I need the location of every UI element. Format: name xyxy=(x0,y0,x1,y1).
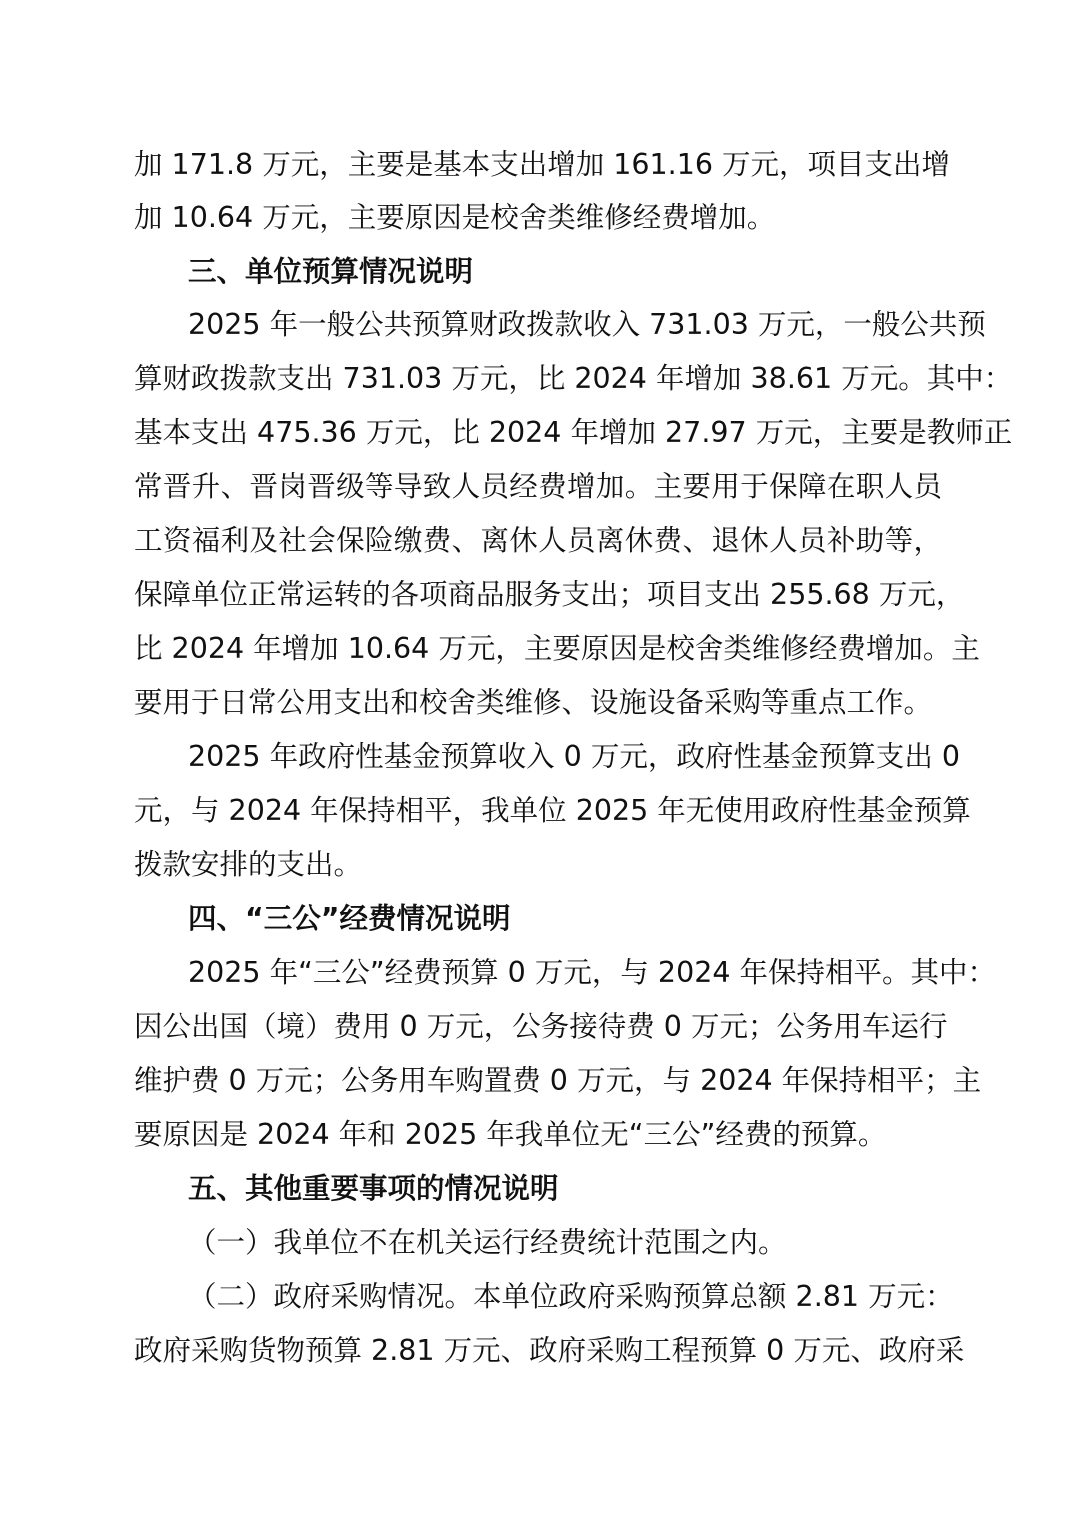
text-line: 常晋升、晋岗晋级等导致人员经费增加。主要用于保障在职人员 xyxy=(134,470,942,503)
text-line: 维护费 0 万元；公务用车购置费 0 万元，与 2024 年保持相平；主 xyxy=(134,1064,982,1097)
text-line: 2025 年一般公共预算财政拨款收入 731.03 万元，一般公共预 xyxy=(188,308,986,341)
text-line: 工资福利及社会保险缴费、离休人员离休费、退休人员补助等， xyxy=(134,524,942,557)
text-line: 比 2024 年增加 10.64 万元，主要原因是校舍类维修经费增加。主 xyxy=(134,632,980,665)
text-line: 基本支出 475.36 万元，比 2024 年增加 27.97 万元，主要是教师正 xyxy=(134,416,1013,449)
text-line: 2025 年政府性基金预算收入 0 万元，政府性基金预算支出 0 xyxy=(188,740,961,773)
text-line: 拨款安排的支出。 xyxy=(134,848,363,881)
text-line: 因公出国（境）费用 0 万元，公务接待费 0 万元；公务用车运行 xyxy=(134,1010,948,1043)
text-line: 元，与 2024 年保持相平，我单位 2025 年无使用政府性基金预算 xyxy=(134,794,971,827)
section-heading: 三、单位预算情况说明 xyxy=(188,255,474,288)
text-line: 政府采购货物预算 2.81 万元、政府采购工程预算 0 万元、政府采 xyxy=(134,1334,965,1367)
text-line: 加 171.8 万元，主要是基本支出增加 161.16 万元，项目支出增 xyxy=(134,148,951,181)
text-line: （一）我单位不在机关运行经费统计范围之内。 xyxy=(188,1226,787,1259)
section-heading: 四、“三公”经费情况说明 xyxy=(188,902,511,935)
text-line: 加 10.64 万元，主要原因是校舍类维修经费增加。 xyxy=(134,201,776,234)
text-line: 要用于日常公用支出和校舍类维修、设施设备采购等重点工作。 xyxy=(134,686,933,719)
text-line: 算财政拨款支出 731.03 万元，比 2024 年增加 38.61 万元。其中： xyxy=(134,362,1013,395)
text-line: 2025 年“三公”经费预算 0 万元，与 2024 年保持相平。其中： xyxy=(188,956,997,989)
text-line: （二）政府采购情况。本单位政府采购预算总额 2.81 万元： xyxy=(188,1280,954,1313)
text-line: 保障单位正常运转的各项商品服务支出；项目支出 255.68 万元， xyxy=(134,578,965,611)
text-line: 要原因是 2024 年和 2025 年我单位无“三公”经费的预算。 xyxy=(134,1118,887,1151)
section-heading: 五、其他重要事项的情况说明 xyxy=(188,1172,559,1205)
